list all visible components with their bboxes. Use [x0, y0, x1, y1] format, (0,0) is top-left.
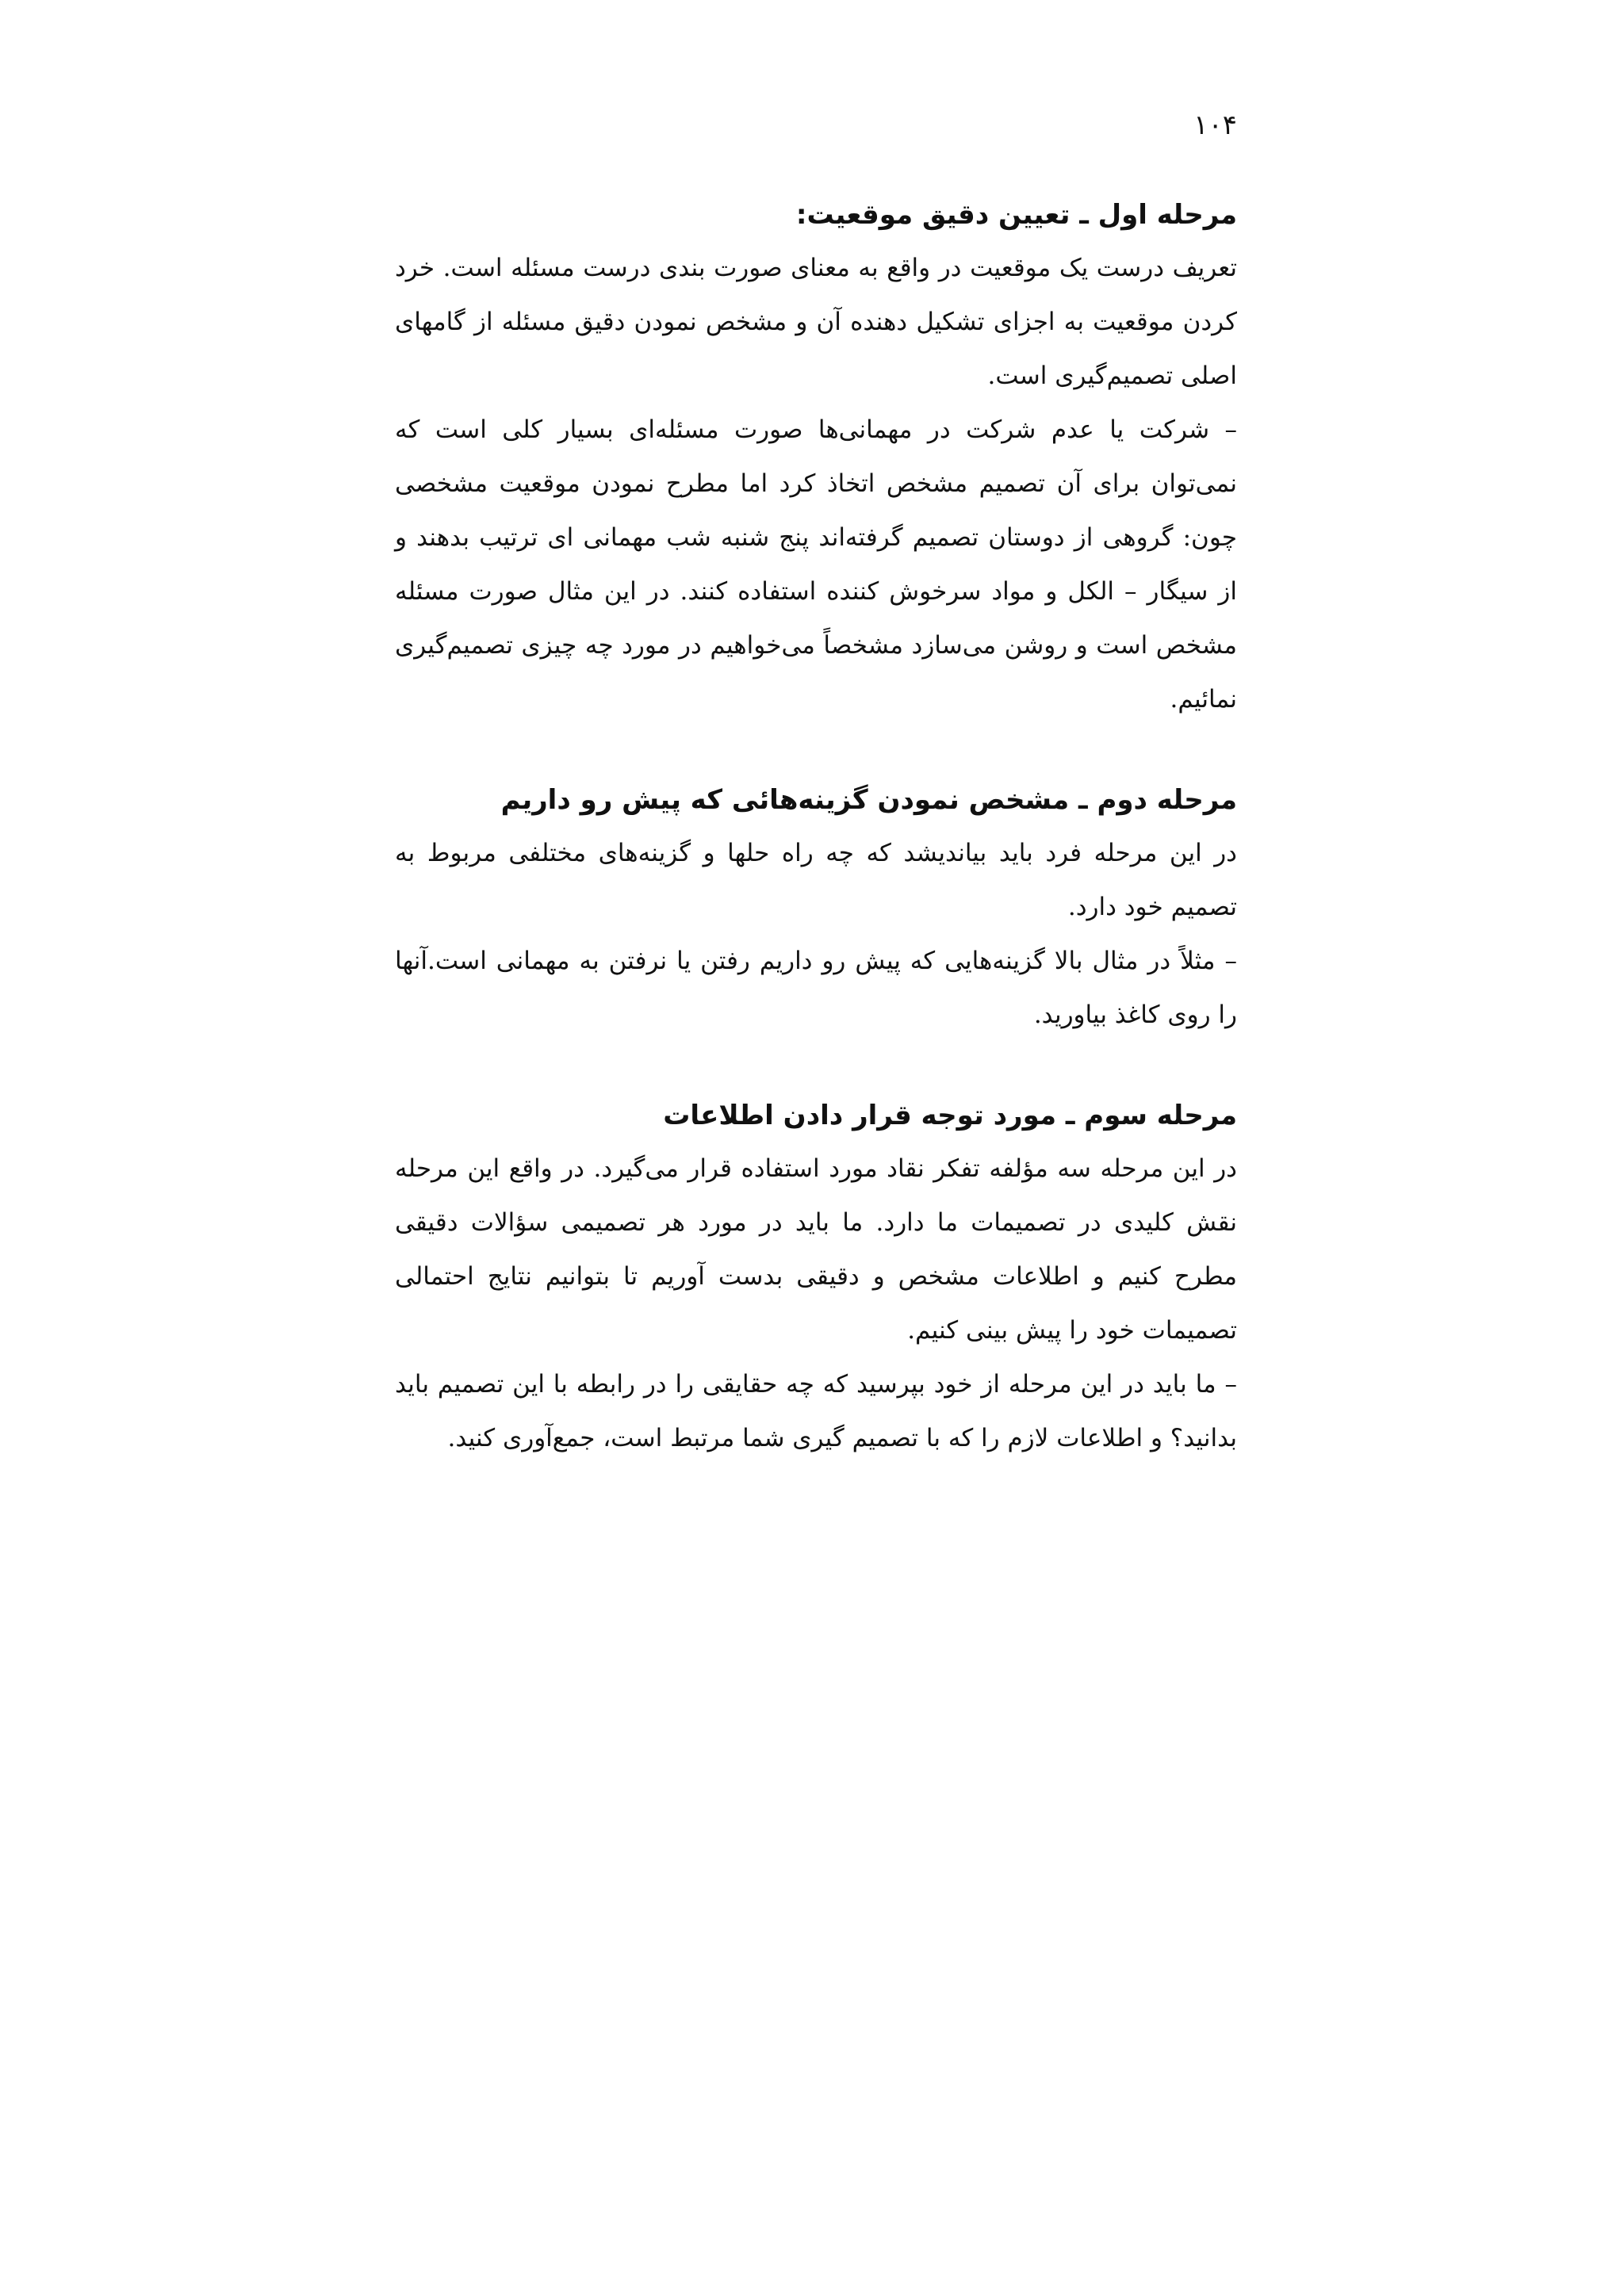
- section-step-1: [395, 192, 1237, 726]
- paragraph: تعریف درست یک موقعیت در واقع به معنای صورت بندی درست مسئله است. خرد کردن موقعیت به اجزای تشکیل دهنده آن و مشخص نمودن دقیق مسئله از گامهای اصلی تصمیم‌گیری است.: [395, 254, 1237, 390]
- section-step-3: [395, 1093, 1237, 1465]
- section-heading: مرحله سوم ـ مورد توجه قرار دادن اطلاعات: [663, 1100, 1237, 1131]
- paragraph: – ما باید در این مرحله از خود بپرسید که چه حقایقی را در رابطه با این تصمیم باید بدانید؟ و اطلاعات لازم را که با تصمیم گیری شما مرتبط است، جمع‌آوری کنید.: [395, 1370, 1237, 1452]
- paragraph: در این مرحله فرد باید بیاندیشد که چه راه حلها و گزینه‌های مختلفی مربوط به تصمیم خود دارد.: [395, 839, 1237, 921]
- page-number: ۱۰۴: [1193, 109, 1237, 141]
- section-heading: مرحله دوم ـ مشخص نمودن گزینه‌هائی که پیش رو داریم: [500, 784, 1237, 816]
- paragraph: – مثلاً در مثال بالا گزینه‌هایی که پیش رو داریم رفتن یا نرفتن به مهمانی است.آنها را روی کاغذ بیاورید.: [395, 947, 1237, 1029]
- section-heading: مرحله اول ـ تعیین دقیق موقعیت:: [795, 199, 1237, 231]
- section-step-2: [395, 777, 1237, 1042]
- page-content: [395, 192, 1237, 1465]
- paragraph: – شرکت یا عدم شرکت در مهمانی‌ها صورت مسئله‌ای بسیار کلی است که نمی‌توان برای آن تصمیم مشخص اتخاذ کرد اما مطرح نمودن موقعیت مشخصی چون: گروهی از دوستان تصمیم گرفته‌اند پنج شنبه شب مهمانی ای ترتیب بدهند و از سیگار – الکل و مواد سرخوش کننده استفاده کنند. در این مثال صورت مسئله مشخص است و روشن می‌سازد مشخصاً می‌خواهیم در مورد چه چیزی تصمیم‌گیری نمائیم.: [395, 415, 1237, 714]
- paragraph: در این مرحله سه مؤلفه تفکر نقاد مورد استفاده قرار می‌گیرد. در واقع این مرحله نقش کلیدی در تصمیمات ما دارد. ما باید در مورد هر تصمیمی سؤالات دقیقی مطرح کنیم و اطلاعات مشخص و دقیقی بدست آوریم تا بتوانیم نتایج احتمالی تصمیمات خود را پیش بینی کنیم.: [395, 1154, 1237, 1345]
